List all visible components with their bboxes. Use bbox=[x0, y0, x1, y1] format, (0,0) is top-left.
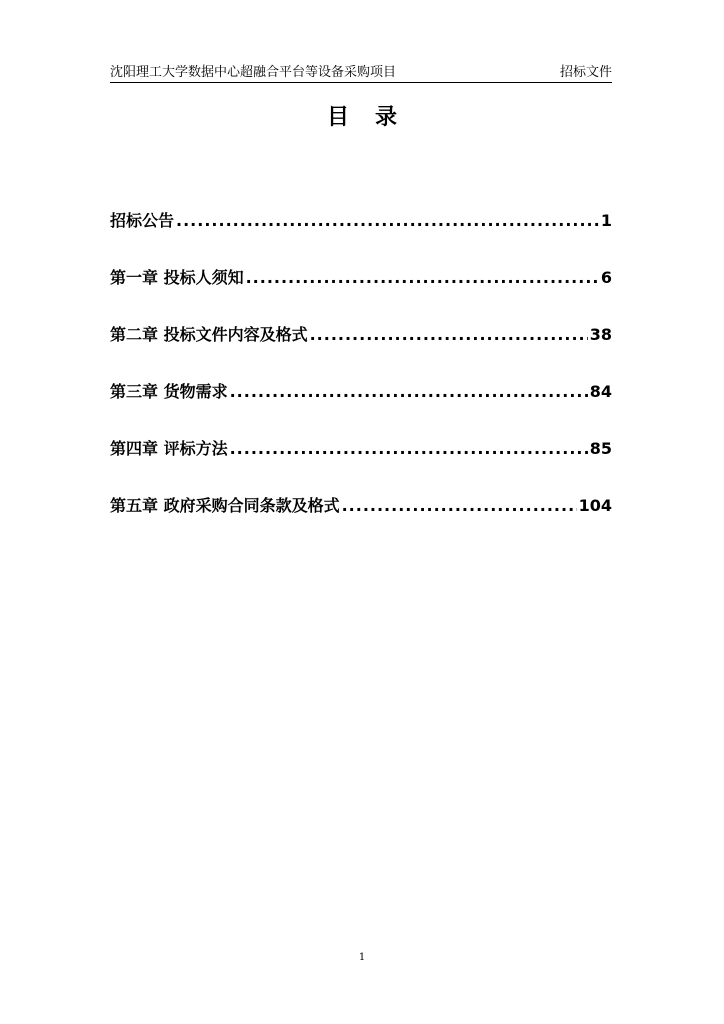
header-project-title: 沈阳理工大学数据中心超融合平台等设备采购项目 bbox=[110, 65, 397, 80]
toc-entry-page: 84 bbox=[589, 382, 612, 401]
toc-leader-dots bbox=[342, 496, 577, 515]
toc-entry-page: 6 bbox=[600, 268, 612, 287]
toc-entry-label: 第二章 投标文件内容及格式 bbox=[110, 325, 308, 344]
table-of-contents bbox=[110, 208, 612, 550]
header-document-type: 招标文件 bbox=[559, 65, 612, 80]
toc-leader-dots bbox=[246, 268, 599, 287]
toc-entry-page: 104 bbox=[578, 496, 612, 515]
toc-title: 目录 bbox=[326, 105, 423, 130]
toc-entry-chapter-4[interactable] bbox=[110, 436, 612, 493]
toc-entry-announcement[interactable] bbox=[110, 208, 612, 265]
toc-entry-chapter-1[interactable] bbox=[110, 265, 612, 322]
toc-leader-dots bbox=[230, 439, 588, 458]
toc-entry-chapter-3[interactable] bbox=[110, 379, 612, 436]
toc-entry-label: 第三章 货物需求 bbox=[110, 382, 228, 401]
toc-entry-label: 第五章 政府采购合同条款及格式 bbox=[110, 496, 340, 515]
toc-entry-page: 1 bbox=[600, 211, 612, 230]
toc-leader-dots bbox=[310, 325, 588, 344]
page-header bbox=[110, 64, 612, 83]
toc-entry-label: 招标公告 bbox=[110, 211, 175, 230]
toc-entry-page: 85 bbox=[589, 439, 612, 458]
toc-entry-label: 第一章 投标人须知 bbox=[110, 268, 244, 287]
toc-leader-dots bbox=[230, 382, 588, 401]
toc-entry-chapter-5[interactable] bbox=[110, 493, 612, 550]
page-number: 1 bbox=[358, 952, 366, 963]
toc-entry-chapter-2[interactable] bbox=[110, 322, 612, 379]
toc-entry-label: 第四章 评标方法 bbox=[110, 439, 228, 458]
toc-leader-dots bbox=[176, 211, 599, 230]
toc-entry-page: 38 bbox=[589, 325, 612, 344]
